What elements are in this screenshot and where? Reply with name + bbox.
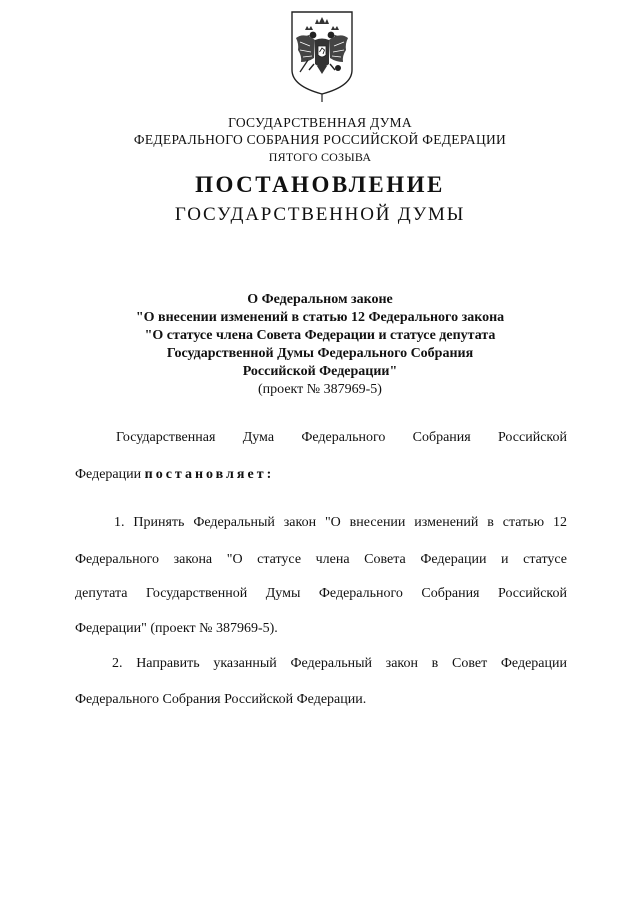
subject-line: Государственной Думы Федерального Собрания — [166, 346, 474, 361]
paragraph-line: 2. Направить указанный Федеральный закон в Совет Федерации — [112, 656, 567, 671]
project-number: (проект № 387969-5) — [258, 382, 382, 397]
preamble-text: Федерации — [75, 467, 145, 482]
document-issuer: ГОСУДАРСТВЕННОЙ ДУМЫ — [174, 204, 466, 225]
subject-line: "О внесении изменений в статью 12 Федерального закона — [135, 310, 505, 325]
paragraph-line: депутата Государственной Думы Федерального Собрания Российской — [75, 586, 567, 601]
resolves-word: постановляет: — [144, 467, 275, 482]
subject-line: "О статусе члена Совета Федерации и статусе депутата — [144, 328, 496, 343]
subject-line: О Федеральном законе — [247, 292, 393, 307]
subject-line: Российской Федерации" — [242, 364, 398, 379]
assembly-name: ФЕДЕРАЛЬНОГО СОБРАНИЯ РОССИЙСКОЙ ФЕДЕРАЦИИ — [133, 132, 507, 147]
paragraph-line: Федерации" (проект № 387969-5). — [75, 621, 278, 636]
paragraph-line: Федерального Собрания Российской Федерации. — [75, 692, 367, 707]
paragraph-line: Государственная Дума Федерального Собрания Российской — [116, 430, 567, 445]
paragraph-line: Федерального закона "О статусе члена Совета Федерации и статусе — [75, 552, 567, 567]
coat-of-arms-icon — [288, 10, 356, 102]
paragraph-line: 1. Принять Федеральный закон "О внесении изменений в статью 12 — [114, 515, 567, 530]
parliament-name: ГОСУДАРСТВЕННАЯ ДУМА — [228, 115, 412, 130]
document-type: ПОСТАНОВЛЕНИЕ — [195, 172, 445, 197]
paragraph-line — [75, 467, 274, 483]
convocation: ПЯТОГО СОЗЫВА — [268, 150, 372, 164]
